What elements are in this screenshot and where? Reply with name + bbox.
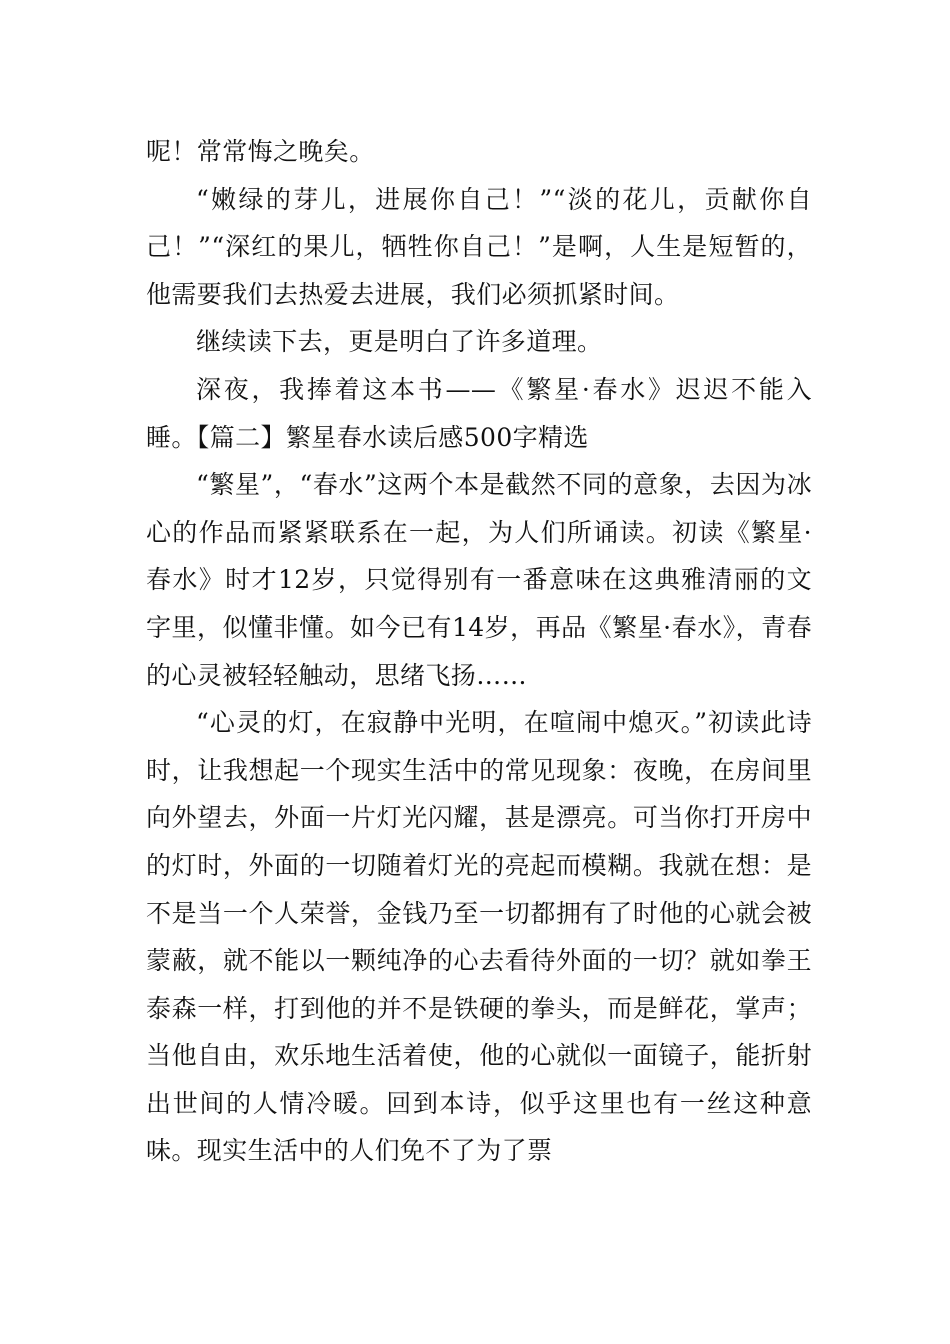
paragraph: 深夜，我捧着这本书——《繁星·春水》迟迟不能入睡。【篇二】繁星春水读后感500字精选 [146,374,812,452]
paragraph: “繁星”，“春水”这两个本是截然不同的意象，去因为冰心的作品而紧紧联系在一起，为人们所诵读。初读《繁星·春水》时才12岁，只觉得别有一番意味在这典雅清丽的文字里，似懂非懂。如今已有14岁，再品《繁星·春水》，青春的心灵被轻轻触动，思绪飞扬…… [146,470,812,690]
paragraph: 呢！常常悔之晚矣。 [146,137,375,166]
paragraph: 继续读下去，更是明白了许多道理。 [196,327,603,357]
document-body [146,128,812,1175]
paragraph: “心灵的灯，在寂静中光明，在喧闹中熄灭。”初读此诗时，让我想起一个现实生活中的常见现象：夜晚，在房间里向外望去，外面一片灯光闪耀，甚是漂亮。可当你打开房中的灯时，外面的一切随着灯光的亮起而模糊。我就在想：是不是当一个人荣誉，金钱乃至一切都拥有了时他的心就会被蒙蔽，就不能以一颗纯净的心去看待外面的一切？就如拳王泰森一样，打到他的并不是铁硬的拳头，而是鲜花，掌声；当他自由，欢乐地生活着使，他的心就似一面镜子，能折射出世间的人情冷暖。回到本诗，似乎这里也有一丝这种意味。现实生活中的人们免不了为了票 [146,708,812,1166]
paragraph: “嫩绿的芽儿，进展你自己！”“淡的花儿，贡献你自己！”“深红的果儿，牺牲你自己！”是啊，人生是短暂的，他需要我们去热爱去进展，我们必须抓紧时间。 [146,184,812,309]
